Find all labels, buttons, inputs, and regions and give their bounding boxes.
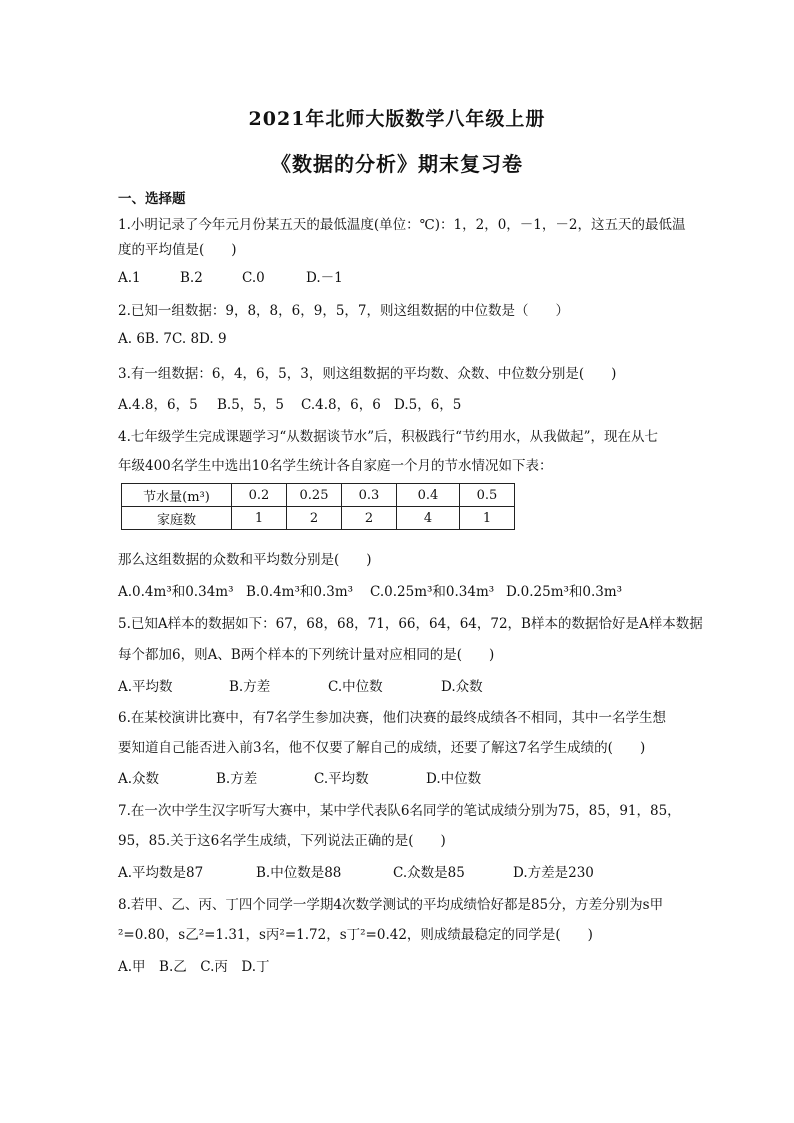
q8-stem-line2: ²=0.80，s乙²=1.31，s丙²=1.72，s丁²=0.42，则成绩最稳定的同学是( ) bbox=[118, 927, 593, 943]
q7-stem-line2: 95，85.关于这6名学生成绩，下列说法正确的是( ) bbox=[118, 833, 446, 849]
q5-stem-line2: 每个都加6，则A、B两个样本的下列统计量对应相同的是( ) bbox=[118, 647, 495, 663]
q5-option-d: D.众数 bbox=[441, 679, 483, 695]
table-cell: 节水量(m³) bbox=[122, 484, 232, 507]
document-subtitle: 《数据的分析》期末复习卷 bbox=[271, 152, 523, 176]
q7-option-c: C.众数是85 bbox=[393, 865, 465, 881]
table-cell: 0.4 bbox=[397, 484, 460, 507]
q2-stem: 2.已知一组数据：9，8，8，6，9，5，7，则这组数据的中位数是（ ） bbox=[118, 303, 570, 319]
table-cell: 1 bbox=[460, 507, 515, 530]
q7-stem-line1: 7.在一次中学生汉字听写大赛中，某中学代表队6名同学的笔试成绩分别为75，85，91，85， bbox=[118, 803, 681, 819]
q5-stem-line1: 5.已知A样本的数据如下：67，68，68，71，66，64，64，72，B样本的数据恰好是A样本数据 bbox=[118, 616, 703, 632]
q3-stem: 3.有一组数据：6，4，6，5，3，则这组数据的平均数、众数、中位数分别是( ) bbox=[118, 366, 617, 382]
q3-option-b: B.5，5，5 bbox=[217, 397, 284, 413]
q1-option-d: D.－1 bbox=[306, 270, 343, 286]
section-heading: 一、选择题 bbox=[118, 191, 186, 207]
table-cell: 1 bbox=[232, 507, 287, 530]
q4-option-c: C.0.25m³和0.34m³ bbox=[370, 584, 495, 600]
q3-options bbox=[118, 393, 461, 413]
q6-option-d: D.中位数 bbox=[426, 771, 482, 787]
q4-stem-line1: 4.七年级学生完成课题学习“从数据谈节水”后，积极践行“节约用水，从我做起”，现在从七 bbox=[118, 429, 658, 445]
document-title: 2021年北师大版数学八年级上册 bbox=[248, 108, 546, 130]
q6-stem-line2: 要知道自己能否进入前3名，他不仅要了解自己的成绩，还要了解这7名学生成绩的( ) bbox=[118, 740, 646, 756]
q5-option-a: A.平均数 bbox=[118, 679, 173, 695]
q1-options bbox=[118, 266, 343, 286]
q2-options: A. 6B. 7C. 8D. 9 bbox=[118, 331, 227, 347]
q1-option-c: C.0 bbox=[242, 270, 265, 286]
q4-stem-line3: 那么这组数据的众数和平均数分别是( ) bbox=[118, 552, 372, 568]
q5-option-b: B.方差 bbox=[229, 679, 271, 695]
table-cell: 0.5 bbox=[460, 484, 515, 507]
table-cell: 0.3 bbox=[342, 484, 397, 507]
q4-stem-line2: 年级400名学生中选出10名学生统计各自家庭一个月的节水情况如下表： bbox=[118, 458, 553, 474]
water-saving-table bbox=[121, 483, 515, 530]
table-cell: 0.25 bbox=[287, 484, 342, 507]
q8-stem-line1: 8.若甲、乙、丙、丁四个同学一学期4次数学测试的平均成绩恰好都是85分，方差分别为s甲 bbox=[118, 897, 664, 913]
q5-options bbox=[118, 675, 483, 695]
table-cell: 4 bbox=[397, 507, 460, 530]
q4-options bbox=[118, 580, 622, 600]
q6-stem-line1: 6.在某校演讲比赛中，有7名学生参加决赛，他们决赛的最终成绩各不相同，其中一名学生想 bbox=[118, 710, 666, 726]
table-row bbox=[122, 484, 515, 507]
q6-options bbox=[118, 767, 481, 787]
q3-option-c: C.4.8，6，6 bbox=[301, 397, 381, 413]
q3-option-d: D.5，6，5 bbox=[394, 397, 462, 413]
table-cell: 家庭数 bbox=[122, 507, 232, 530]
q1-option-b: B.2 bbox=[180, 270, 203, 286]
q6-option-c: C.平均数 bbox=[314, 771, 369, 787]
q6-option-a: A.众数 bbox=[118, 771, 160, 787]
q1-option-a: A.1 bbox=[118, 270, 141, 286]
q7-options bbox=[118, 861, 594, 881]
table-row bbox=[122, 507, 515, 530]
q7-option-b: B.中位数是88 bbox=[256, 865, 342, 881]
table-cell: 0.2 bbox=[232, 484, 287, 507]
q8-options: A.甲 B.乙 C.丙 D.丁 bbox=[118, 959, 270, 975]
q5-option-c: C.中位数 bbox=[328, 679, 383, 695]
q1-stem-line2: 度的平均值是( ) bbox=[118, 242, 237, 258]
table-cell: 2 bbox=[342, 507, 397, 530]
q6-option-b: B.方差 bbox=[216, 771, 258, 787]
table-cell: 2 bbox=[287, 507, 342, 530]
q1-stem-line1: 1.小明记录了今年元月份某五天的最低温度(单位：℃)：1，2，0，－1，－2，这五天的最低温 bbox=[118, 217, 686, 233]
q4-option-d: D.0.25m³和0.3m³ bbox=[506, 584, 623, 600]
q7-option-d: D.方差是230 bbox=[513, 865, 594, 881]
q4-option-a: A.0.4m³和0.34m³ bbox=[118, 584, 234, 600]
q4-option-b: B.0.4m³和0.3m³ bbox=[246, 584, 354, 600]
q3-option-a: A.4.8，6，5 bbox=[118, 397, 198, 413]
q7-option-a: A.平均数是87 bbox=[118, 865, 204, 881]
